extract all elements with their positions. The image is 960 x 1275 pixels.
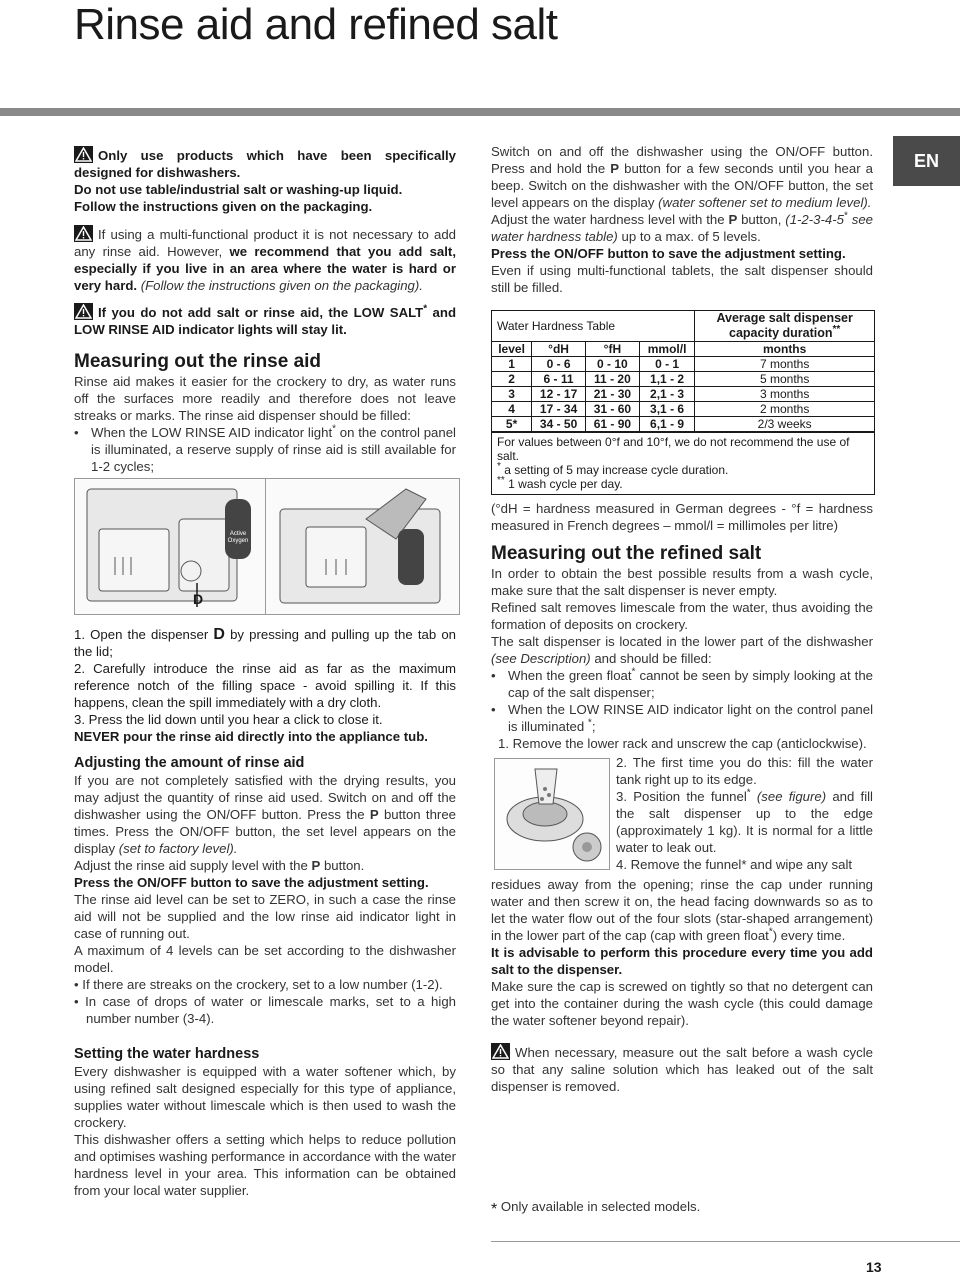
col-level: level (492, 342, 532, 357)
cell: 61 - 90 (585, 417, 639, 432)
cell: 5 months (695, 372, 874, 387)
adj-p1-c: (set to factory level). (118, 841, 238, 856)
salt-s4-b: residues away from the opening; rinse the cap under running water and then screw it on, the head facing downwards so as to let the water flow out of the four slots (star-shaped arrangement) in the lower part of the cap (cap with green float (491, 877, 873, 943)
table-row (492, 372, 874, 387)
adjust-p2 (74, 857, 456, 874)
cell: 3 months (695, 387, 874, 402)
salt-p3-c: and should be filled: (590, 651, 712, 666)
cell: 4 (492, 402, 532, 417)
warn1-text-b: Do not use table/industrial salt or washing-up liquid. (74, 182, 403, 197)
hardness-instructions (491, 143, 873, 211)
hardness-table-grid (492, 311, 874, 432)
page-title: Rinse aid and refined salt (74, 0, 558, 49)
salt-p1: In order to obtain the best possible results from a wash cycle, make sure that the salt dispenser is never empty. (491, 566, 873, 598)
adj-p1-p: P (369, 807, 379, 822)
table-header-left: Water Hardness Table (492, 311, 695, 342)
step1-a: 1. Open the dispenser (74, 627, 214, 642)
warning-icon (74, 146, 93, 163)
page-number: 13 (866, 1259, 882, 1275)
table-row (492, 402, 874, 417)
cell: 31 - 60 (585, 402, 639, 417)
adjust-b1: • If there are streaks on the crockery, set to a low number (1-2). (74, 977, 443, 992)
header-right-a: Average salt dispenser (716, 311, 853, 325)
cell: 21 - 30 (585, 387, 639, 402)
salt-p5: Make sure the cap is screwed on tightly so that no detergent can get into the container during the wash cycle (this could damage the water softener beyond repair). (491, 979, 873, 1028)
cell: 12 - 17 (532, 387, 586, 402)
r-p2-a: Adjust the water hardness level with the (491, 212, 729, 227)
step-1 (74, 626, 456, 660)
salt-bullet-2: • When the LOW RINSE AID indicator light on the control panel is illuminated *; (491, 701, 873, 735)
heading-hardness: Setting the water hardness (74, 1046, 260, 1062)
adjust-p3: Press the ON/OFF button to save the adjustment setting. (74, 875, 429, 890)
salt-funnel-figure (494, 758, 610, 870)
step1-b: by pressing and pulling up the tab on the lid; (74, 627, 456, 659)
table-foot-1: For values between 0°f and 10°f, we do not recommend the use of salt. (497, 435, 850, 463)
cell: 6 - 11 (532, 372, 586, 387)
r-p2-c: (1-2-3-4-5 (785, 212, 844, 227)
warn3-text-b: and LOW RINSE AID indicator lights will stay lit. (74, 305, 456, 337)
right-column-top (491, 143, 873, 296)
table-foot-3: ** 1 wash cycle per day. (497, 475, 623, 491)
cell: 34 - 50 (532, 417, 586, 432)
cell: 0 - 10 (585, 357, 639, 372)
warn2-text-b: we recommend that you add salt, especially if you live in an area where the water is hard or very hard. (74, 244, 456, 293)
cell: 0 - 1 (639, 357, 695, 372)
heading-adjust: Adjusting the amount of rinse aid (74, 755, 305, 771)
dispenser-d-ref: D (213, 626, 225, 643)
salt-step-1: 1. Remove the lower rack and unscrew the cap (anticlockwise). (498, 736, 867, 751)
adjust-p1 (74, 772, 456, 857)
r-p1-p: P (610, 161, 620, 176)
salt-warning (491, 1043, 873, 1095)
adjust-p5: A maximum of 4 levels can be set according to the dishwasher model. (74, 943, 456, 975)
right-column-bottom (491, 876, 873, 1095)
adj-p1-b: button three times. Press the ON/OFF button, the set level appears on the display (74, 807, 456, 856)
cell: 2 months (695, 402, 874, 417)
heading-rinse-aid: Measuring out the rinse aid (74, 351, 322, 372)
water-hardness-table (491, 310, 875, 495)
warning-icon (74, 225, 93, 242)
r-p2-p: P (728, 212, 738, 227)
warning-indicators: If you do not add salt or rinse aid, the LOW SALT* and LOW RINSE AID indicator lights will stay lit. (74, 303, 456, 337)
active-oxygen-label: Active Oxygen (227, 531, 249, 544)
salt-advice: It is advisable to perform this procedure every time you add salt to the dispenser. (491, 945, 873, 977)
table-foot-2: * a setting of 5 may increase cycle duration. (497, 461, 729, 477)
r-p2-e: up to a max. of 5 levels. (617, 229, 761, 244)
salt-b1-a: When the green float (508, 668, 632, 683)
salt-s3-c: and fill the salt dispenser up to the edge (approximately 1 kg). It is normal for a little water to leak out. (616, 789, 873, 855)
salt-s3-b: (see figure) (756, 789, 827, 804)
footnote-asterisk: * (491, 1201, 498, 1218)
table-row (492, 357, 874, 372)
warning-products (74, 146, 456, 215)
adjust-b2: • In case of drops of water or limescale marks, set to a high number number (3-4). (74, 994, 456, 1026)
cell: 7 months (695, 357, 874, 372)
language-tab: EN (893, 136, 960, 186)
step-3: 3. Press the lid down until you hear a click to close it. (74, 712, 383, 727)
hardness-p2: This dishwasher offers a setting which helps to reduce pollution and optimises washing performance in accordance with the water hardness level in your area. This information can be obtained from your local water supplier. (74, 1132, 456, 1198)
table-footnotes (492, 432, 874, 494)
col-mmol: mmol/l (639, 342, 695, 357)
salt-p2: Refined salt removes limescale from the water, thus avoiding the formation of deposits on crockery. (491, 600, 873, 632)
rinse-bullet-b: on the control panel is illuminated, a reserve supply of rinse aid is still available for 1-2 cycles; (91, 425, 456, 474)
salt-s3-a: 3. Position the funnel (616, 789, 747, 804)
warning-icon (74, 303, 93, 320)
warning-multi (74, 225, 456, 294)
hardness-adjust: Adjust the water hardness level with the P button, (1-2-3-4-5* see water hardness table) up to a max. of 5 levels. (491, 210, 873, 244)
cell: 2/3 weeks (695, 417, 874, 432)
warning-icon (491, 1043, 510, 1060)
salt-step-2: 2. The first time you do this: fill the water tank right up to its edge. (616, 755, 873, 787)
salt-step-4-cont: residues away from the opening; rinse the cap under running water and then screw it on, the head facing downwards so as to let the water flow out of the four slots (star-shaped arrangement) in the lower part of the cap (cap with green float*) every time. (491, 877, 873, 943)
table-row (492, 417, 874, 432)
warn1-text-a: Only use products which have been specifically designed for dishwashers. (74, 148, 456, 180)
header-rule (0, 108, 960, 116)
rinse-intro: Rinse aid makes it easier for the crockery to dry, as water runs off the surfaces more readily and therefore does not leave streaks or marks. The rinse aid dispenser should be filled: (74, 374, 456, 423)
table-row (492, 387, 874, 402)
footnote (491, 1198, 873, 1218)
adjust-p4: The rinse aid level can be set to ZERO, in such a case the rinse aid will not be supplied and the low rinse aid indicator light in case of running out. (74, 892, 456, 941)
foot2-text: a setting of 5 may increase cycle duration. (504, 463, 729, 477)
adj-p2-a: Adjust the rinse aid supply level with the (74, 858, 312, 873)
salt-step-3: 3. Position the funnel* (see figure) and fill the salt dispenser up to the edge (approximately 1 kg). It is normal for a little water to leak out. (616, 787, 873, 855)
salt-warn-text: When necessary, measure out the salt before a wash cycle so that any saline solution which has leaked out of the salt dispenser is removed. (491, 1045, 873, 1094)
hardness-p1: Every dishwasher is equipped with a water softener which, by using refined salt designed especially for this type of appliance, supplies water without limescale which is then used to wash the crockery. (74, 1064, 456, 1130)
salt-p3-b: (see Description) (491, 651, 591, 666)
col-fh: °fH (585, 342, 639, 357)
salt-b2-a: When the LOW RINSE AID indicator light on the control panel is illuminated (508, 702, 873, 734)
warn2-text-c: (Follow the instructions given on the packaging). (140, 278, 423, 293)
left-column (74, 146, 456, 475)
rinse-dispenser-figure-left (74, 478, 269, 615)
cell: 0 - 6 (532, 357, 586, 372)
salt-b1-b: cannot be seen by simply looking at the cap of the salt dispenser; (508, 668, 873, 700)
warn2-text-a: If using a multi-functional product it is not necessary to add any rinse aid. However, (74, 227, 456, 259)
figure-label-d: D (193, 591, 204, 607)
cell: 1,1 - 2 (639, 372, 695, 387)
cell: 3,1 - 6 (639, 402, 695, 417)
warn3-text-a: If you do not add salt or rinse aid, the LOW SALT (98, 305, 424, 320)
rinse-steps (74, 626, 456, 1199)
salt-s4-c: ) every time. (772, 928, 846, 943)
foot3-text: 1 wash cycle per day. (508, 477, 623, 491)
header-right-b: capacity duration (729, 326, 833, 340)
salt-bullet-1: • When the green float* cannot be seen by simply looking at the cap of the salt dispenser; (491, 667, 873, 701)
salt-p3 (491, 633, 873, 667)
cell: 3 (492, 387, 532, 402)
col-months: months (695, 342, 874, 357)
cell: 17 - 34 (532, 402, 586, 417)
cell: 11 - 20 (585, 372, 639, 387)
footer-rule (491, 1241, 960, 1242)
salt-step-4: 4. Remove the funnel* and wipe any salt (616, 857, 853, 872)
step-2: 2. Carefully introduce the rinse aid as far as the maximum reference notch of the filling space - avoid spilling it. If this happens, clean the spill immediately with a dry cloth. (74, 661, 456, 710)
units-note: (°dH = hardness measured in German degrees - °f = hardness measured in French degrees – mmol/l = millimoles per litre) (491, 501, 873, 533)
table-col-headers (492, 342, 874, 357)
cell: 5* (492, 417, 532, 432)
col-dh: °dH (532, 342, 586, 357)
salt-steps-side (616, 754, 873, 873)
salt-b2-b: ; (591, 719, 596, 734)
cell: 6,1 - 9 (639, 417, 695, 432)
cell: 1 (492, 357, 532, 372)
hardness-save: Press the ON/OFF button to save the adjustment setting. (491, 246, 846, 261)
adj-p2-b: button. (320, 858, 365, 873)
rinse-dispenser-figure-right (265, 478, 460, 615)
r-p2-d: see water hardness table) (491, 212, 873, 244)
footnote-text: Only available in selected models. (500, 1199, 701, 1214)
right-column-salt (491, 500, 873, 752)
table-header-right: Average salt dispenser capacity duration** (695, 311, 874, 342)
r-p1-b: button for a few seconds until you hear a beep. Switch on the dishwasher with the ON/OFF button, the set level appears on the display (491, 161, 874, 210)
r-p2-b: button, (737, 212, 786, 227)
rinse-bullet: • When the LOW RINSE AID indicator light* on the control panel is illuminated, a reserve supply of rinse aid is still available for 1-2 cycles; (74, 424, 456, 475)
never-warning: NEVER pour the rinse aid directly into the appliance tub. (74, 729, 428, 744)
salt-p3-a: The salt dispenser is located in the lower part of the dishwasher (491, 634, 873, 649)
rinse-bullet-a: When the LOW RINSE AID indicator light (91, 425, 333, 440)
warn1-text-c: Follow the instructions given on the packaging. (74, 199, 373, 214)
heading-salt: Measuring out the refined salt (491, 543, 762, 564)
hardness-tablets: Even if using multi-functional tablets, the salt dispenser should still be filled. (491, 263, 873, 295)
r-p1-a: Switch on and off the dishwasher using the ON/OFF button. Press and hold the (491, 144, 873, 176)
adj-p1-a: If you are not completely satisfied with the drying results, you may adjust the quantity of rinse aid used. Switch on and off the dishwasher using the ON/OFF button. Press the (74, 773, 456, 822)
cell: 2 (492, 372, 532, 387)
r-p1-c: (water softener set to medium level). (658, 195, 872, 210)
adj-p2-p: P (311, 858, 321, 873)
cell: 2,1 - 3 (639, 387, 695, 402)
